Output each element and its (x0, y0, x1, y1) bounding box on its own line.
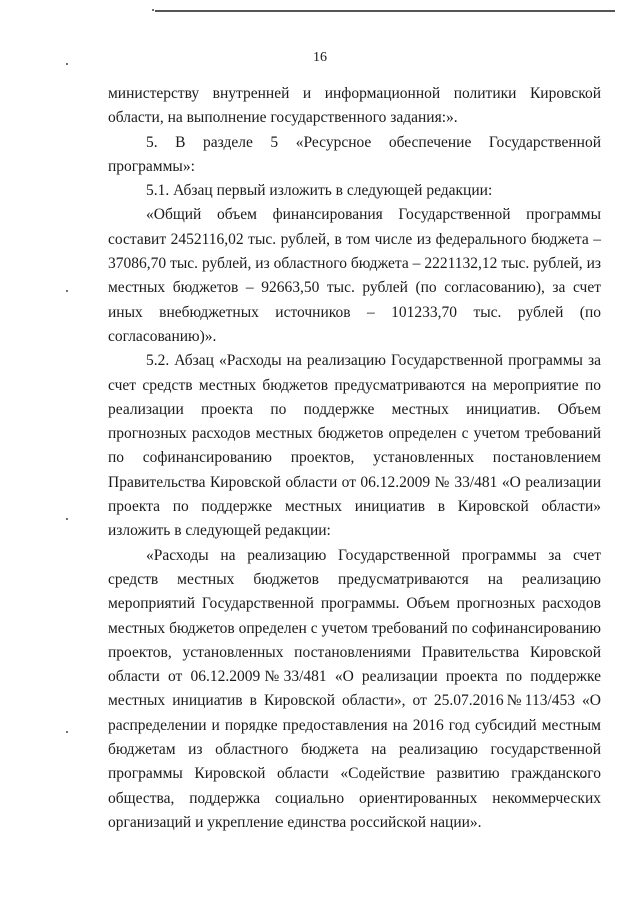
paragraph: 5.2. Абзац «Расходы на реализацию Государственной программы за счет средств местных бюджетов предусматриваются на мероприятие по реализации проекта по поддержке местных инициатив. Объем прогнозных расходов местных бюджетов определен с учетом требований по софинансированию проектов, установленных постановлением Правительства Кировской области от 06.12.2009 № 33/481 «О реализации проекта по поддержке местных инициатив в Кировской области» изложить в следующей редакции: (108, 352, 601, 540)
scan-speck (66, 290, 68, 292)
page-number: 16 (313, 50, 327, 65)
scan-speck (66, 518, 68, 520)
document-body (108, 82, 601, 835)
scan-speck (152, 9, 154, 11)
scan-speck (66, 731, 68, 733)
paragraph: 5.1. Абзац первый изложить в следующей редакции: (146, 182, 493, 200)
paragraph: «Расходы на реализацию Государственной программы за счет средств местных бюджетов предусматриваются на реализацию мероприятий Государственной программы. Объем прогнозных расходов местных бюджетов определен с учетом требований по софинансированию проектов, установленных постановлениями Правительства Кировской области от 06.12.2009№33/481 «О реализации проекта по поддержке местных инициатив в Кировской области», от 25.07.2016№113/453 «О распределении и порядке предоставления на 2016 год субсидий местным бюджетам из областного бюджета на реализацию государственной программы Кировской области «Содействие развитию гражданского общества, поддержка социально ориентированных некоммерческих организаций и укрепление единства российской нации». (108, 546, 601, 831)
paragraph: министерству внутренней и информационной политики Кировской области, на выполнение государственного задания:». (108, 85, 601, 127)
scan-top-line (155, 10, 615, 12)
paragraph: «Общий объем финансирования Государственной программы составит 2452116,02 тыс. рублей, в том числе из федерального бюджета – 37086,70 тыс. рублей, из областного бюджета – 2221132,12 тыс. рублей, из местных бюджетов – 92663,50 тыс. рублей (по согласованию), за счет иных внебюджетных источников – 101233,70 тыс. рублей (по согласованию)». (108, 206, 601, 345)
paragraph: 5. В разделе 5 «Ресурсное обеспечение Государственной программы»: (108, 133, 601, 175)
